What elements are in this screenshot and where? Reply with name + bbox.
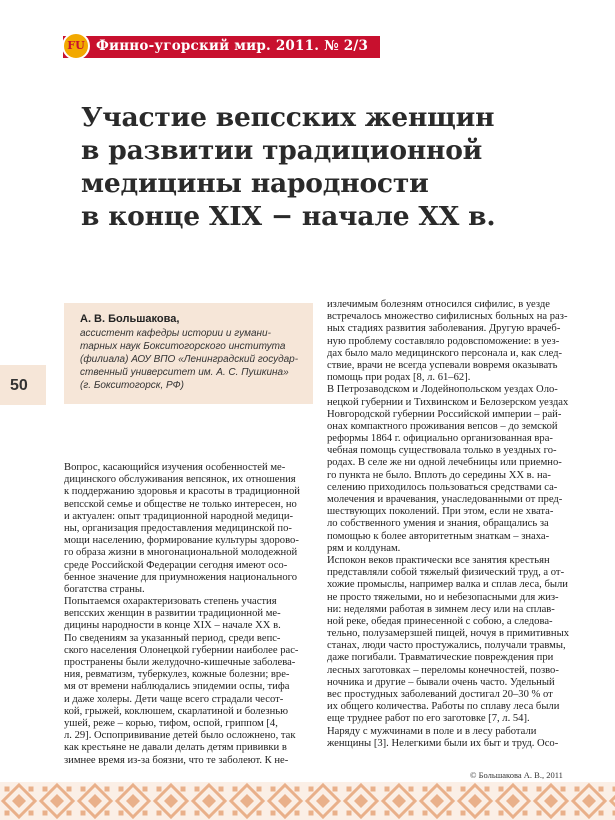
paragraph-line: ствие, врачи не всегда успевали вовремя оказывать xyxy=(327,359,558,371)
paragraph-line: вес простудных заболеваний достигал 20–30 % от xyxy=(327,689,553,700)
paragraph-line: ных стадиях развития заболевания. Другую врачеб- xyxy=(327,323,561,335)
paragraph-line: Наряду с мужчинами в поле и в лесу работали xyxy=(327,725,537,737)
paragraph-line: помощью к более авторитетным знаткам – знаха- xyxy=(327,530,550,542)
title-line: Участие вепсских женщин xyxy=(81,102,495,133)
paragraph-line: и актуален: опыт традиционной народной медици- xyxy=(64,510,294,522)
paragraph-line: дах было мало медицинского персонала и, как след- xyxy=(327,347,563,359)
paragraph-line: кой, грыжей, коклюшем, скарлатиной и болезнью xyxy=(64,705,289,717)
paragraph-line: их общего количества. Работы по сплаву леса были xyxy=(327,701,560,713)
paragraph-line: По сведениям за указанный период, среди вепс- xyxy=(64,632,281,644)
paragraph-line: представляли собой тяжелый физический труд, а от- xyxy=(327,567,565,579)
paragraph-line: ния, ревматизм, туберкулез, кожные болезни; вре- xyxy=(64,669,290,681)
paragraph-line: ни: неделями работая в зимнем лесу или на сплав- xyxy=(327,603,555,615)
paragraph-line: не просто тяжелыми, но и небезопасными для жиз- xyxy=(327,591,559,603)
paragraph-line: хожие промыслы, например валка и сплав леса, были xyxy=(327,579,568,591)
paragraph-line: ло собственного умения и знания, обращались за xyxy=(327,518,549,530)
ornament-border xyxy=(0,782,615,820)
paragraph-line: бенное значение для приумножения национального xyxy=(64,571,297,583)
paragraph-line: Новгородской губернии Российской империи – рай- xyxy=(327,408,562,420)
author-affiliation xyxy=(80,327,310,392)
paragraph-line: шествующих поколений. При этом, если не хвата- xyxy=(327,506,554,518)
paragraph-line: вепсской семье и обществе не только интересен, но xyxy=(64,498,297,510)
paragraph-line: мощи населению, формирование культуры здорово- xyxy=(64,535,299,547)
body-column-left xyxy=(64,462,322,767)
affiliation-line: ственный университет им. А. С. Пушкина» xyxy=(80,367,289,378)
paragraph-line: помощь при родах [8, л. 61–62]. xyxy=(327,372,471,384)
paragraph-line: тельно, полузамерзшей пищей, ночуя в примитивных xyxy=(327,628,569,640)
paragraph-line: нецкой губернии и Тихвинском и Белозерском уездах xyxy=(327,396,569,408)
paragraph-line: Попытаемся охарактеризовать степень участия xyxy=(64,596,277,608)
paragraph-line: богатства страны. xyxy=(64,583,145,595)
paragraph-line: го образа жизни в многонациональной молодежной xyxy=(64,547,298,559)
copyright-notice: © Большакова А. В., 2011 xyxy=(470,770,563,780)
paragraph-line: вепсских женщин в развитии традиционной ме- xyxy=(64,608,281,620)
paragraph-line: ночника и другие – бывали очень часто. Удельный xyxy=(327,676,555,688)
paragraph-line: еще труднее работ по его заготовке [7, л. 54]. xyxy=(327,713,530,725)
paragraph-line: селению приходилось пользоваться средствами са- xyxy=(327,481,558,493)
title-line: в конце XIX − начале XX в. xyxy=(81,201,496,232)
paragraph-line: к поддержанию здоровья и красоты в традиционной xyxy=(64,486,300,498)
paragraph-line: В Петрозаводском и Лодейнопольском уездах Оло- xyxy=(327,384,558,396)
paragraph-line: го пункта не было. Вплоть до середины XX в. на- xyxy=(327,469,551,481)
paragraph-line: ушей, реже – корью, тифом, оспой, гриппом [4, xyxy=(64,717,278,729)
author-name: А. В. Большакова, xyxy=(80,313,180,325)
paragraph-line: молечения и врачевания, унаследованными от пред- xyxy=(327,494,563,505)
paragraph-line: станах, люди часто простужались, получали травмы, xyxy=(327,640,566,652)
title-line: в развитии традиционной xyxy=(81,135,483,166)
paragraph-line: дицины народности в конце XIX – начале XX в. xyxy=(64,620,281,632)
paragraph-line: дицинского обслуживания вепсянок, их отношения xyxy=(64,474,296,486)
paragraph-line: Испокон веков практически все занятия крестьян xyxy=(327,554,550,566)
journal-header-text: Финно-угорский мир. 2011. № 2/3 xyxy=(96,38,369,54)
paragraph-line: пространены были желудочно-кишечные заболева- xyxy=(64,657,296,668)
paragraph-line: ского населения Олонецкой губернии наиболее рас- xyxy=(64,644,299,656)
body-column-right xyxy=(327,299,585,750)
paragraph-line: ную проблему составляло родовспоможение: в уез- xyxy=(327,335,560,347)
paragraph-line: и даже холеры. Дети чаще всего страдали чесот- xyxy=(64,693,284,705)
paragraph-line: как крестьяне не давали делать детям прививки в xyxy=(64,742,287,754)
paragraph-line: родах. В селе же ни одной лечебницы или приемно- xyxy=(327,457,562,469)
paragraph-line: рям и колдунам. xyxy=(327,542,401,554)
paragraph-line: среде Российской Федерации сегодня имеют осо- xyxy=(64,559,288,571)
paragraph-line: Вопрос, касающийся изучения особенностей ме- xyxy=(64,462,286,473)
affiliation-line: ассистент кафедры истории и гумани- xyxy=(80,328,271,339)
paragraph-line: встречалось множество сифилисных больных на раз- xyxy=(327,311,568,323)
paragraph-line: ны, организация предоставления медицинской по- xyxy=(64,522,292,534)
paragraph-line: женщины [3]. Нелегкими были их быт и труд. Осо- xyxy=(327,737,559,749)
paragraph-line: даже погибали. Травматические повреждения при xyxy=(327,652,554,664)
page-number: 50 xyxy=(10,377,28,394)
title-line: медицины народности xyxy=(81,168,429,199)
affiliation-line: тарных наук Бокситогорского института xyxy=(80,341,286,352)
paragraph-line: л. 29]. Оспопрививание детей было осложнено, так xyxy=(64,730,296,742)
journal-logo: FU xyxy=(62,32,90,60)
paragraph-line: чебная помощь существовала только в уездных го- xyxy=(327,445,557,457)
paragraph-line: зимнее время из-за боязни, что те заболеют. К не- xyxy=(64,754,289,766)
affiliation-line: (филиала) АОУ ВПО «Ленинградский государ- xyxy=(80,354,299,365)
article-title xyxy=(81,101,601,233)
paragraph-line: мя от времени наблюдались эпидемии оспы, тифа xyxy=(64,681,290,693)
paragraph-line: онах компактного проживания вепсов – до земской xyxy=(327,420,558,432)
paragraph-line: излечимым болезням относился сифилис, в уезде xyxy=(327,299,550,310)
affiliation-line: (г. Бокситогорск, РФ) xyxy=(80,380,184,391)
paragraph-line: реформы 1864 г. официально организованная вра- xyxy=(327,433,553,445)
paragraph-line: лесных заготовках – переломы конечностей, позво- xyxy=(327,664,559,676)
paragraph-line: ной реке, обедая принесенной с собою, а следова- xyxy=(327,615,553,627)
